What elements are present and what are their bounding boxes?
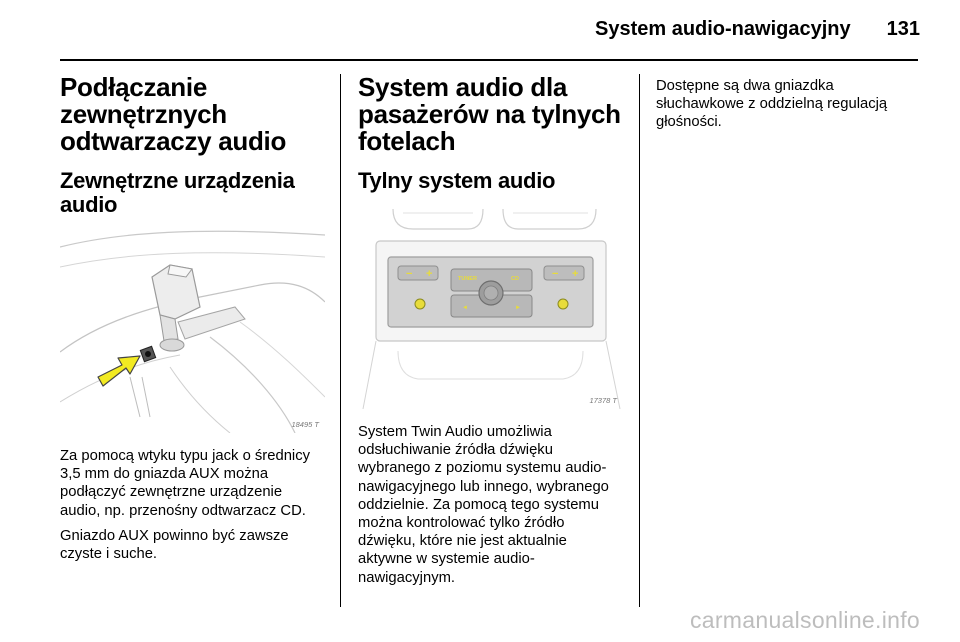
image-code: 17378 T [589,396,617,405]
header-rule [60,59,918,61]
svg-text:►: ► [515,305,521,311]
aux-socket-illustration [60,227,325,433]
section-heading-rear-audio: System audio dla pasażerów na tylnych fotelach [358,72,621,156]
svg-text:−: − [406,268,413,280]
svg-text:+: + [572,268,579,280]
paragraph-aux-description: Za pomocą wtyku typu jack o średnicy 3,5 mm do gniazda AUX można podłączyć zewnętrzne urządzenie audio, np. przenośny odtwarzacz CD. [60,448,311,519]
aux-socket-drawing [60,227,325,433]
subheading-external-devices: Zewnętrzne urządzenia audio [60,168,295,217]
watermark-text: carmanualsonline.info [689,607,920,633]
page-number: 131 [886,18,920,40]
header-title: System audio-nawigacyjny [594,18,851,40]
image-code: 18495 T [291,420,319,429]
subheading-rear-system: Tylny system audio [358,168,556,193]
paragraph-headphone-sockets: Dostępne są dwa gniazdka słuchawkowe z oddzielną regulacją głośności. [656,78,888,131]
svg-text:−: − [552,268,559,280]
svg-text:+: + [426,268,433,280]
rear-panel-drawing [358,201,623,409]
column-divider-right [639,74,640,607]
svg-text:◄: ◄ [462,305,468,311]
column-rear-audio [358,74,623,587]
rear-audio-panel-illustration [358,201,623,409]
svg-text:TUNER: TUNER [458,276,477,282]
running-header [595,18,920,41]
column-divider-left [340,74,341,607]
column-aux-input [60,74,325,563]
paragraph-aux-care: Gniazdo AUX powinno być zawsze czyste i suche. [60,527,289,563]
section-heading-external-players: Podłączanie zewnętrznych odtwarzaczy audio [60,72,287,156]
column-headphones [656,74,921,132]
paragraph-twin-audio: System Twin Audio umożliwia odsłuchiwanie źródła dźwięku wybranego z poziomu systemu audio-nawigacyjnego lub innego, wybranego oddzielnie. Za pomocą tego systemu można kontrolować tylko źródło dźwięku, które nie jest aktualnie aktywne w systemie audio-nawigacyjnym. [358,424,609,586]
svg-text:CD: CD [511,276,519,282]
